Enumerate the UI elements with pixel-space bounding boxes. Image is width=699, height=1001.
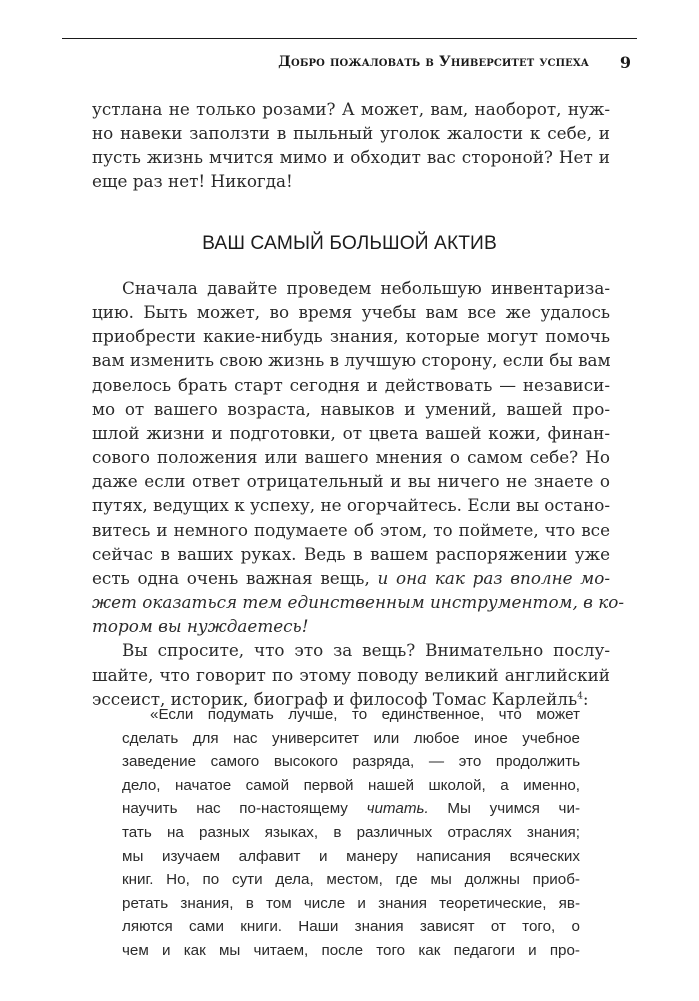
text-run: научить нас по-настоящему xyxy=(122,800,367,818)
text-line: еще раз нет! Никогда! xyxy=(92,171,293,192)
text-line: Сначала давайте проведем небольшую инвентариза- xyxy=(122,278,610,298)
quote-line: ретать знания, в том числе и знания теоретические, яв- xyxy=(122,894,580,912)
quote-line: книг. Но, по сути дела, местом, где мы должны приоб- xyxy=(122,871,580,889)
emphasis-line: тором вы нуждаетесь! xyxy=(92,616,309,637)
running-header xyxy=(62,38,637,79)
quote-line: чем и как мы читаем, после того как педагоги и про- xyxy=(122,941,580,959)
quote-line: сделать для нас университет или любое иное учебное xyxy=(122,729,580,747)
text-line: путях, ведущих к успеху, не огорчайтесь. Если вы остано- xyxy=(92,495,611,516)
section-heading: ВАШ САМЫЙ БОЛЬШОЙ АКТИВ xyxy=(202,233,497,254)
emphasis-text: и она как раз вполне мо- xyxy=(377,567,610,588)
running-title: Добро пожаловать в Университет успеха xyxy=(278,53,589,70)
emphasis-text: читать. xyxy=(366,800,429,818)
text-line: шайте, что говорит по этому поводу великий английский xyxy=(92,664,610,685)
footnote-marker[interactable]: 4 xyxy=(577,691,583,702)
text-line: даже если ответ отрицательный и вы ничего не знаете о xyxy=(92,471,610,492)
text-line: шлой жизни и подготовки, от цвета вашей кожи, финан- xyxy=(92,422,610,443)
text-line: вам изменить свою жизнь в лучшую сторону, если бы вам xyxy=(92,350,611,371)
emphasis-line: жет оказаться тем единственным инструментом, в ко- xyxy=(92,592,625,613)
quote-line: тать на разных языках, в различных отраслях знания; xyxy=(122,823,580,841)
text-run: есть одна очень важная вещь, xyxy=(92,567,378,588)
text-line: мо от вашего возраста, навыков и умений, вашей про- xyxy=(92,398,610,419)
text-line: Вы спросите, что это за вещь? Внимательно послу- xyxy=(122,640,610,661)
paragraph-inventory xyxy=(92,276,625,711)
text-line: устлана не только розами? А может, вам, наоборот, нуж- xyxy=(92,99,610,119)
text-line: цию. Быть может, во время учебы вам все же удалось xyxy=(92,302,610,323)
text-line: сейчас в ваших руках. Ведь в вашем распоряжении уже xyxy=(92,543,610,564)
quote-line: ляются сами книги. Наши знания зависят от того, о xyxy=(122,918,580,936)
text-run: Мы учимся чи- xyxy=(428,800,580,818)
text-run: : xyxy=(582,688,589,709)
text-run: эссеист, историк, биограф и философ Томас Карлейль xyxy=(92,688,578,709)
quote-line xyxy=(122,797,580,821)
text-line: сового положения или вашего мнения о самом себе? Но xyxy=(92,447,610,468)
carlyle-quote xyxy=(122,703,580,963)
text-line: довелось брать старт сегодня и действовать — независи- xyxy=(92,374,610,395)
text-line: пусть жизнь мчится мимо и обходит вас стороной? Нет и xyxy=(92,147,610,168)
text-line xyxy=(92,566,610,590)
text-line: витесь и немного подумаете об этом, то поймете, что все xyxy=(92,519,610,540)
text-line: но навеки заползти в пыльный уголок жалости к себе, и xyxy=(92,123,610,144)
quote-line: мы изучаем алфавит и манеру написания всяческих xyxy=(122,847,580,865)
quote-line: дело, начатое самой первой нашей школой, а именно, xyxy=(122,776,580,794)
intro-paragraph xyxy=(92,97,610,194)
quote-line: «Если подумать лучше, то единственное, что может xyxy=(150,706,580,723)
text-line: приобрести какие-нибудь знания, которые могут помочь xyxy=(92,326,610,347)
page-number: 9 xyxy=(619,53,631,72)
quote-line: заведение самого высокого разряда, — это продолжить xyxy=(122,753,580,771)
